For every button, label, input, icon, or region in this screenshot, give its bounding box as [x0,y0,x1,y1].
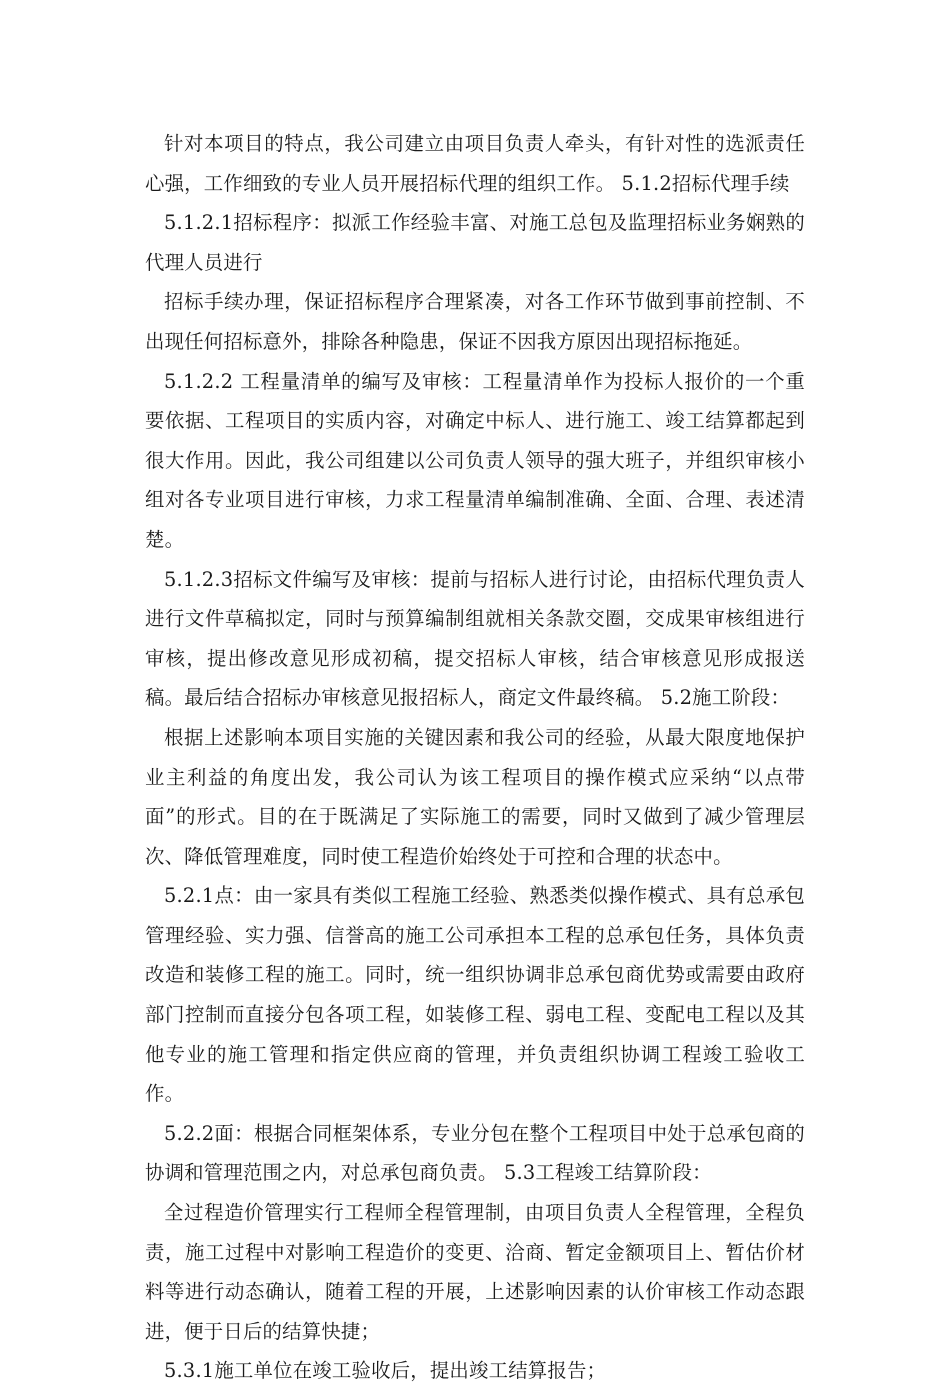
paragraph-operation-mode: 根据上述影响本项目实施的关键因素和我公司的经验，从最大限度地保护业主利益的角度出发，我公司认为该工程项目的操作模式应采纳“以点带面”的形式。目的在于既满足了实际施工的需要，同时又做到了减少管理层次、降低管理难度，同时使工程造价始终处于可控和合理的状态中。 [145,725,805,868]
document-body [145,124,805,1391]
paragraph-bidding-documents: 5.1.2.3招标文件编写及审核：提前与招标人进行讨论，由招标代理负责人进行文件草稿拟定，同时与预算编制组就相关条款交圈，交成果审核组进行审核，提出修改意见形成初稿，提交招标人审核，结合审核意见形成报送稿。最后结合招标办审核意见报招标人，商定文件最终稿。 5.2施工阶段： [145,567,805,710]
paragraph-full-process-cost: 全过程造价管理实行工程师全程管理制，由项目负责人全程管理，全程负责，施工过程中对影响工程造价的变更、洽商、暂定金额项目上、暂估价材料等进行动态确认，随着工程的开展，上述影响因素的认价审核工作动态跟进，便于日后的结算快捷； [145,1201,805,1343]
paragraph-bidding-organization: 针对本项目的特点，我公司建立由项目负责人牵头，有针对性的选派责任心强，工作细致的专业人员开展招标代理的组织工作。 5.1.2招标代理手续 [145,132,805,195]
paragraph-bidding-formalities: 招标手续办理，保证招标程序合理紧凑，对各工作环节做到事前控制、不出现任何招标意外，排除各种隐患，保证不因我方原因出现招标拖延。 [145,290,805,353]
paragraph-bill-of-quantities: 5.1.2.2 工程量清单的编写及审核：工程量清单作为投标人报价的一个重要依据、工程项目的实质内容，对确定中标人、进行施工、竣工结算都起到很大作用。因此，我公司组建以公司负责人领导的强大班子，并组织审核小组对各专业项目进行审核，力求工程量清单编制准确、全面、合理、表述清楚。 [145,369,805,551]
paragraph-surface: 5.2.2面：根据合同框架体系，专业分包在整个工程项目中处于总承包商的协调和管理范围之内，对总承包商负责。 5.3工程竣工结算阶段： [145,1121,805,1185]
paragraph-point: 5.2.1点：由一家具有类似工程施工经验、熟悉类似操作模式、具有总承包管理经验、实力强、信誉高的施工公司承担本工程的总承包任务，具体负责改造和装修工程的施工。同时，统一组织协调非总承包商优势或需要由政府部门控制而直接分包各项工程，如装修工程、弱电工程、变配电工程以及其他专业的施工管理和指定供应商的管理，并负责组织协调工程竣工验收工作。 [145,884,805,1106]
paragraph-settlement-report: 5.3.1施工单位在竣工验收后，提出竣工结算报告； [164,1359,607,1383]
paragraph-bidding-procedure: 5.1.2.1招标程序：拟派工作经验丰富、对施工总包及监理招标业务娴熟的代理人员进行 [145,211,805,274]
